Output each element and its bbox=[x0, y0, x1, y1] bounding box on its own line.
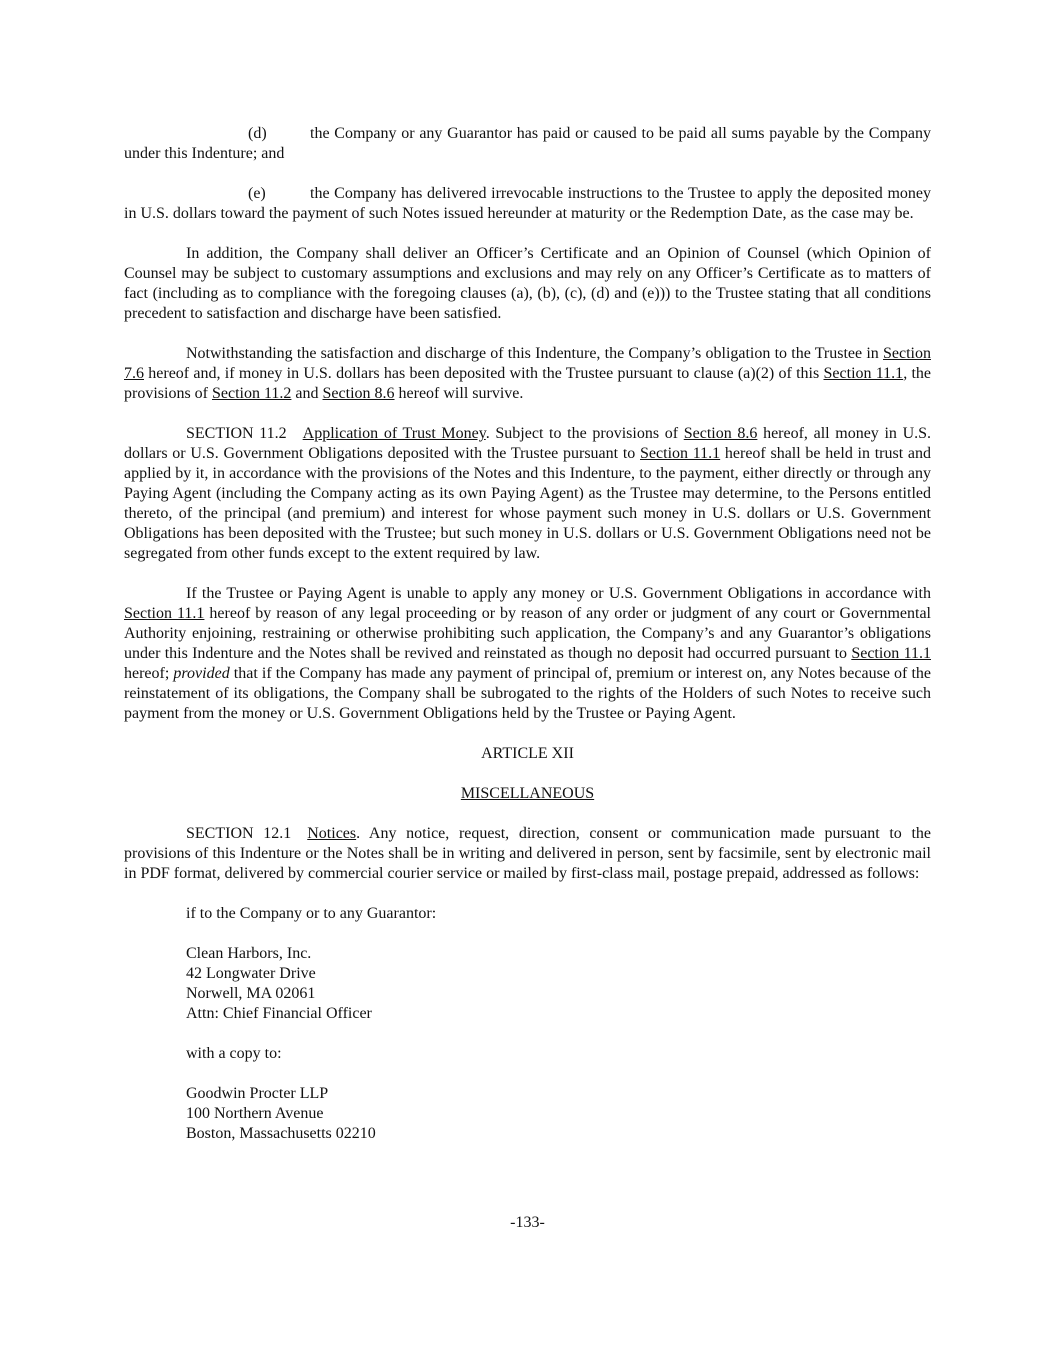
clause-e-text: the Company has delivered irrevocable instructions to the Trustee to apply the deposited money in U.S. dollars toward the payment of such Notes issued hereunder at maturity or the Redemption Date, as the case may be. bbox=[124, 185, 931, 222]
clause-d-text: the Company or any Guarantor has paid or caused to be paid all sums payable by the Company under this Indenture; and bbox=[124, 125, 931, 162]
address-line: Clean Harbors, Inc. bbox=[186, 945, 312, 962]
address-line: Norwell, MA 02061 bbox=[186, 985, 316, 1002]
section-ref: Section 8.6 bbox=[322, 385, 395, 402]
text-run: hereof; bbox=[124, 665, 174, 682]
text-run: that if the Company has made any payment of principal of, premium or interest on, any Notes because of the reinstatement of its obligations, the Company shall be subrogated to the rights of the Holders of such Notes to receive such payment from the money or U.S. Government Obligations held by the Trustee or Paying Agent. bbox=[124, 665, 931, 722]
text-run: . Any notice, request, direction, consent or communication made pursuant to the provisions of this Indenture or the Notes shall be in writing and delivered in person, sent by facsimile, sent by electronic mail in PDF format, delivered by commercial courier service or mailed by first-class mail, postage prepaid, addressed as follows: bbox=[124, 825, 931, 882]
addition-paragraph: In addition, the Company shall deliver an Officer’s Certificate and an Opinion of Counsel (which Opinion of Counsel may be subject to customary assumptions and exclusions and may rely on any Officer’s Certificate as to matters of fact (including as to compliance with the foregoing clauses (a), (b), (c), (d) and (e))) to the Trustee stating that all conditions precedent to satisfaction and discharge have been satisfied. bbox=[124, 245, 931, 322]
section-ref: Section 11.1 bbox=[124, 605, 205, 622]
page-number: -133- bbox=[510, 1214, 545, 1231]
address-line: Attn: Chief Financial Officer bbox=[186, 1005, 372, 1022]
text-run: Notwithstanding the satisfaction and discharge of this Indenture, the Company’s obligation to the Trustee in bbox=[186, 345, 883, 362]
provided-term: provided bbox=[173, 665, 230, 682]
company-address bbox=[186, 944, 931, 1024]
copy-address bbox=[186, 1084, 931, 1144]
section-ref: Section 11.1 bbox=[823, 365, 904, 382]
address-line: 42 Longwater Drive bbox=[186, 965, 316, 982]
section-ref: Section 8.6 bbox=[683, 425, 758, 442]
text-run: and bbox=[291, 385, 323, 402]
text-run: . Subject to the provisions of bbox=[485, 425, 684, 442]
section-heading: Notices bbox=[307, 825, 357, 842]
article-title-text: MISCELLANEOUS bbox=[460, 785, 595, 802]
article-title bbox=[124, 784, 931, 804]
text-run: If the Trustee or Paying Agent is unable to apply any money or U.S. Government Obligations in accordance with bbox=[186, 585, 931, 602]
section-11-2-paragraph bbox=[124, 424, 931, 564]
clause-d bbox=[124, 124, 931, 164]
notwithstanding-paragraph bbox=[124, 344, 931, 404]
section-ref: Section 11.2 bbox=[212, 385, 292, 402]
section-ref: Section 7.6 bbox=[124, 345, 931, 382]
text-run: hereof shall be held in trust and applied by it, in accordance with the provisions of the Notes and this Indenture, to the payment, either directly or through any Paying Agent (including the Company acting as its own Paying Agent) as the Trustee may determine, to the Persons entitled thereto, of the principal (and premium) and interest for whose payment such money in U.S. dollars or U.S. Government Obligations has been deposited with the Trustee; but such money in U.S. dollars or U.S. Government Obligations need not be segregated from other funds except to the extent required by law. bbox=[124, 445, 932, 562]
text-run: hereof by reason of any legal proceeding or by reason of any order or judgment of any court or Governmental Authority enjoining, restraining or otherwise prohibiting such application, the Company’s and any Guarantor’s obligations under this Indenture and the Notes shall be revived and reinstated as though no deposit had occurred pursuant to bbox=[124, 605, 931, 662]
text-run: , the provisions of bbox=[124, 365, 932, 402]
unable-paragraph bbox=[124, 584, 931, 724]
clause-e bbox=[124, 184, 931, 224]
address-line: Goodwin Procter LLP bbox=[186, 1085, 329, 1102]
document-page bbox=[124, 124, 931, 1164]
section-heading: Application of Trust Money bbox=[302, 425, 486, 442]
section-number: SECTION 12.1 bbox=[186, 825, 292, 842]
company-intro: if to the Company or to any Guarantor: bbox=[186, 905, 437, 922]
text-run: hereof and, if money in U.S. dollars has been deposited with the Trustee pursuant to clause (a)(2) of this bbox=[144, 365, 824, 382]
section-ref: Section 11.1 bbox=[851, 645, 931, 662]
section-ref: Section 11.1 bbox=[640, 445, 721, 462]
section-12-1-paragraph bbox=[124, 824, 931, 884]
address-line: 100 Northern Avenue bbox=[186, 1105, 324, 1122]
section-number: SECTION 11.2 bbox=[186, 425, 287, 442]
article-number: ARTICLE XII bbox=[481, 745, 574, 762]
clause-d-label: (d) bbox=[248, 125, 267, 142]
text-run: hereof will survive. bbox=[394, 385, 524, 402]
text-run: hereof, all money in U.S. dollars or U.S. Government Obligations deposited with the Trustee pursuant to bbox=[124, 425, 932, 462]
clause-e-label: (e) bbox=[248, 185, 266, 202]
copy-intro: with a copy to: bbox=[186, 1045, 282, 1062]
address-line: Boston, Massachusetts 02210 bbox=[186, 1125, 376, 1142]
